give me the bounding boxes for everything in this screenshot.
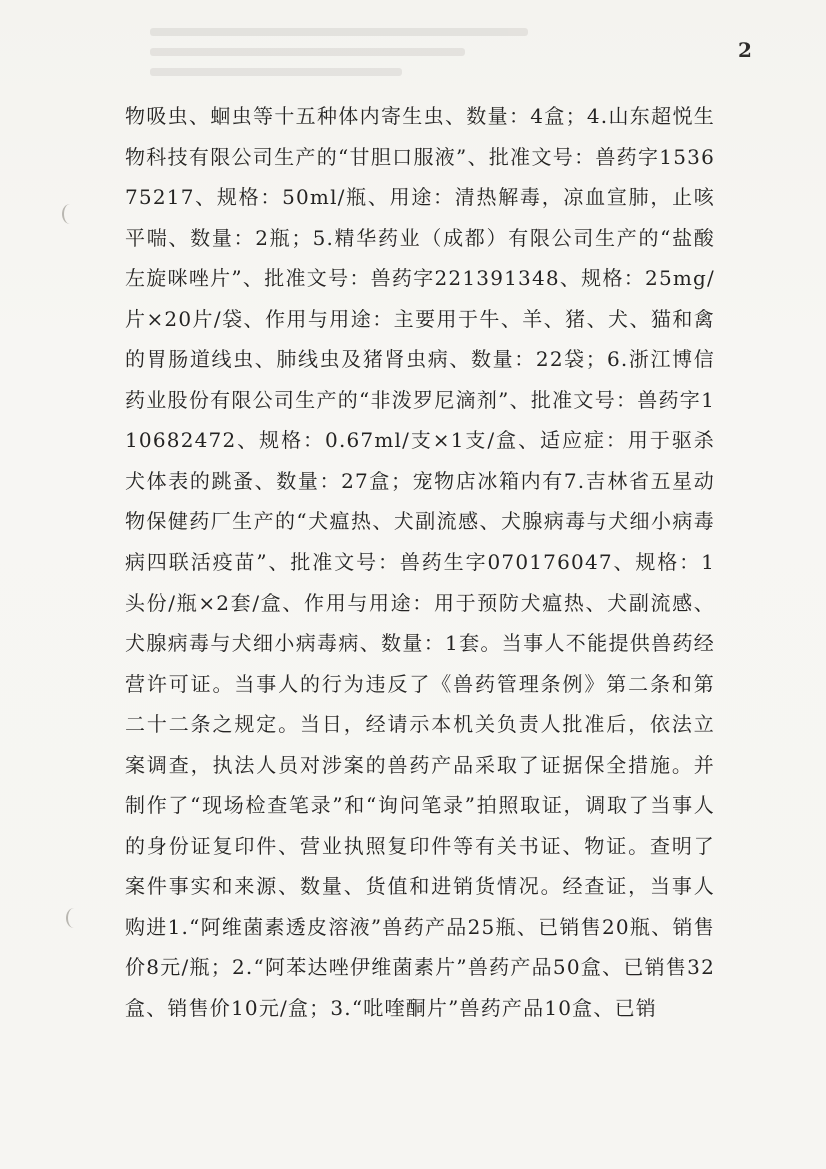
bleed-through-text bbox=[150, 28, 570, 98]
punch-hole-mark bbox=[66, 908, 82, 928]
page-number: 2 bbox=[738, 38, 752, 62]
body-text: 物吸虫、蛔虫等十五种体内寄生虫、数量：4盒；4.山东超悦生物科技有限公司生产的“甘胆口服液”、批准文号：兽药字153675217、规格：50ml/瓶、用途：清热解毒，凉血宣肺，止咳平喘、数量：2瓶；5.精华药业（成都）有限公司生产的“盐酸左旋咪唑片”、批准文号：兽药字221391348、规格：25mg/片×20片/袋、作用与用途：主要用于牛、羊、猪、犬、猫和禽的胃肠道线虫、肺线虫及猪肾虫病、数量：22袋；6.浙江博信药业股份有限公司生产的“非泼罗尼滴剂”、批准文号：兽药字110682472、规格：0.67ml/支×1支/盒、适应症：用于驱杀犬体表的跳蚤、数量：27盒；宠物店冰箱内有7.吉林省五星动物保健药厂生产的“犬瘟热、犬副流感、犬腺病毒与犬细小病毒病四联活疫苗”、批准文号：兽药生字070176047、规格：1头份/瓶×2套/盒、作用与用途：用于预防犬瘟热、犬副流感、犬腺病毒与犬细小病毒病、数量：1套。当事人不能提供兽药经营许可证。当事人的行为违反了《兽药管理条例》第二条和第二十二条之规定。当日，经请示本机关负责人批准后，依法立案调查，执法人员对涉案的兽药产品采取了证据保全措施。并制作了“现场检查笔录”和“询问笔录”拍照取证，调取了当事人的身份证复印件、营业执照复印件等有关书证、物证。查明了案件事实和来源、数量、货值和进销货情况。经查证，当事人购进1.“阿维菌素透皮溶液”兽药产品25瓶、已销售20瓶、销售价8元/瓶；2.“阿苯达唑伊维菌素片”兽药产品50盒、已销售32盒、销售价10元/盒；3.“吡喹酮片”兽药产品10盒、已销 bbox=[125, 104, 715, 1021]
punch-hole-mark bbox=[62, 204, 78, 224]
